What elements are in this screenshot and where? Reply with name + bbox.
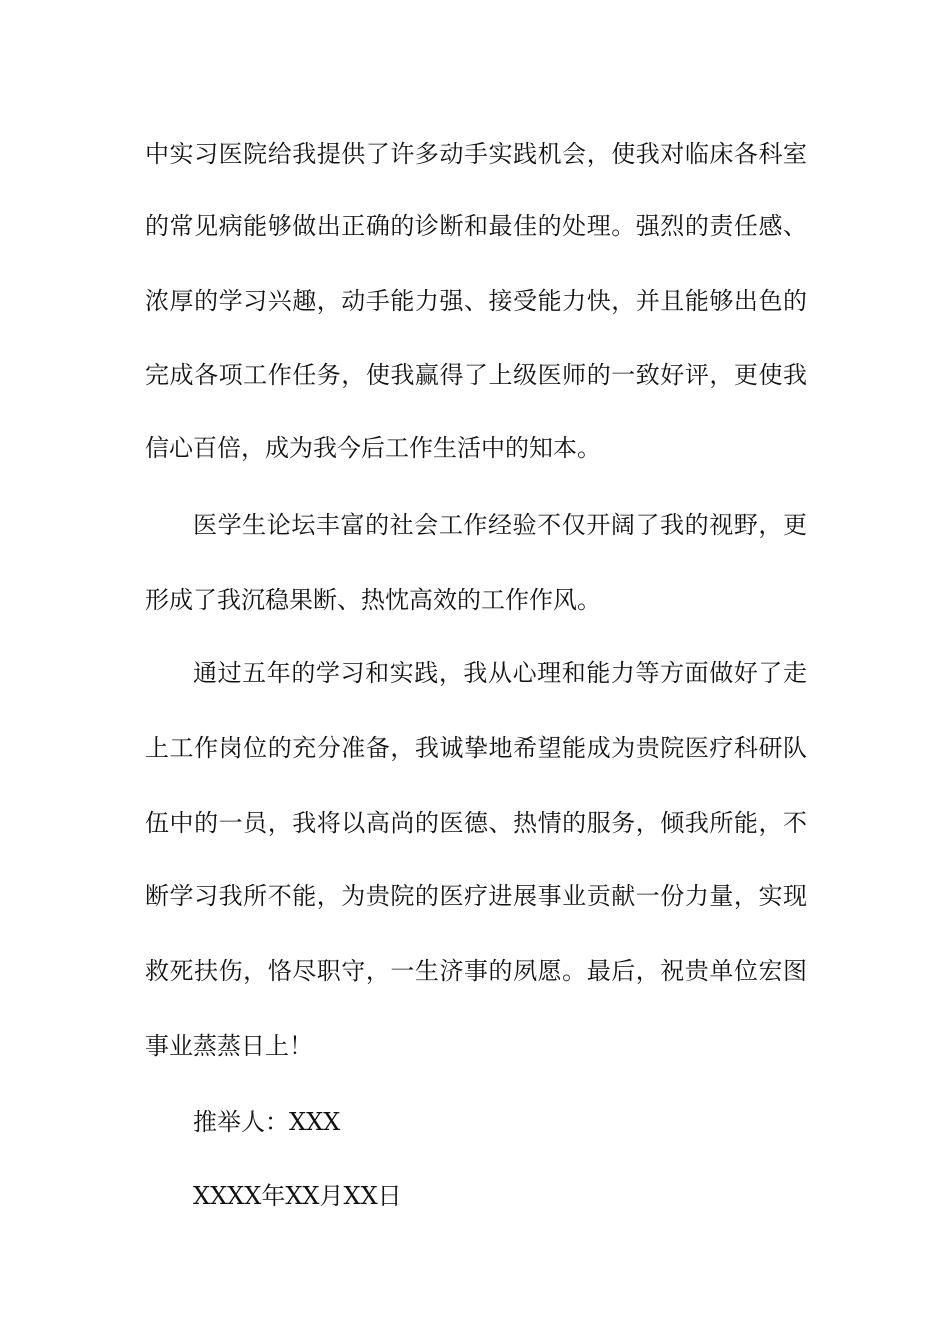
signature-date: XXXX年XX月XX日 xyxy=(193,1182,402,1210)
paragraph-line: 医学生论坛丰富的社会工作经验不仅开阔了我的视野，更 xyxy=(193,511,807,539)
paragraph-line: 信心百倍，成为我今后工作生活中的知本。 xyxy=(145,434,601,462)
paragraph-line: 伍中的一员，我将以高尚的医德、热情的服务，倾我所能，不 xyxy=(145,809,807,837)
paragraph-line: 浓厚的学习兴趣，动手能力强、接受能力快，并且能够出色的 xyxy=(145,287,807,315)
paragraph-line: 中实习医院给我提供了许多动手实践机会，使我对临床各科室 xyxy=(145,140,807,168)
paragraph-line: 事业蒸蒸日上！ xyxy=(145,1032,313,1060)
paragraph-line: 上工作岗位的充分准备，我诚挚地希望能成为贵院医疗科研队 xyxy=(145,734,807,762)
paragraph-line: 救死扶伤，恪尽职守，一生济事的夙愿。最后，祝贵单位宏图 xyxy=(145,957,807,985)
paragraph-line: 形成了我沉稳果断、热忱高效的工作作风。 xyxy=(145,586,601,614)
paragraph-line: 完成各项工作任务，使我赢得了上级医师的一致好评，更使我 xyxy=(145,361,807,389)
recommender-signature: 推举人：XXX xyxy=(193,1108,341,1136)
paragraph-line: 的常见病能够做出正确的诊断和最佳的处理。强烈的责任感、 xyxy=(145,212,807,240)
paragraph-line: 通过五年的学习和实践，我从心理和能力等方面做好了走 xyxy=(193,659,807,687)
paragraph-line: 断学习我所不能，为贵院的医疗进展事业贡献一份力量，实现 xyxy=(145,882,807,910)
